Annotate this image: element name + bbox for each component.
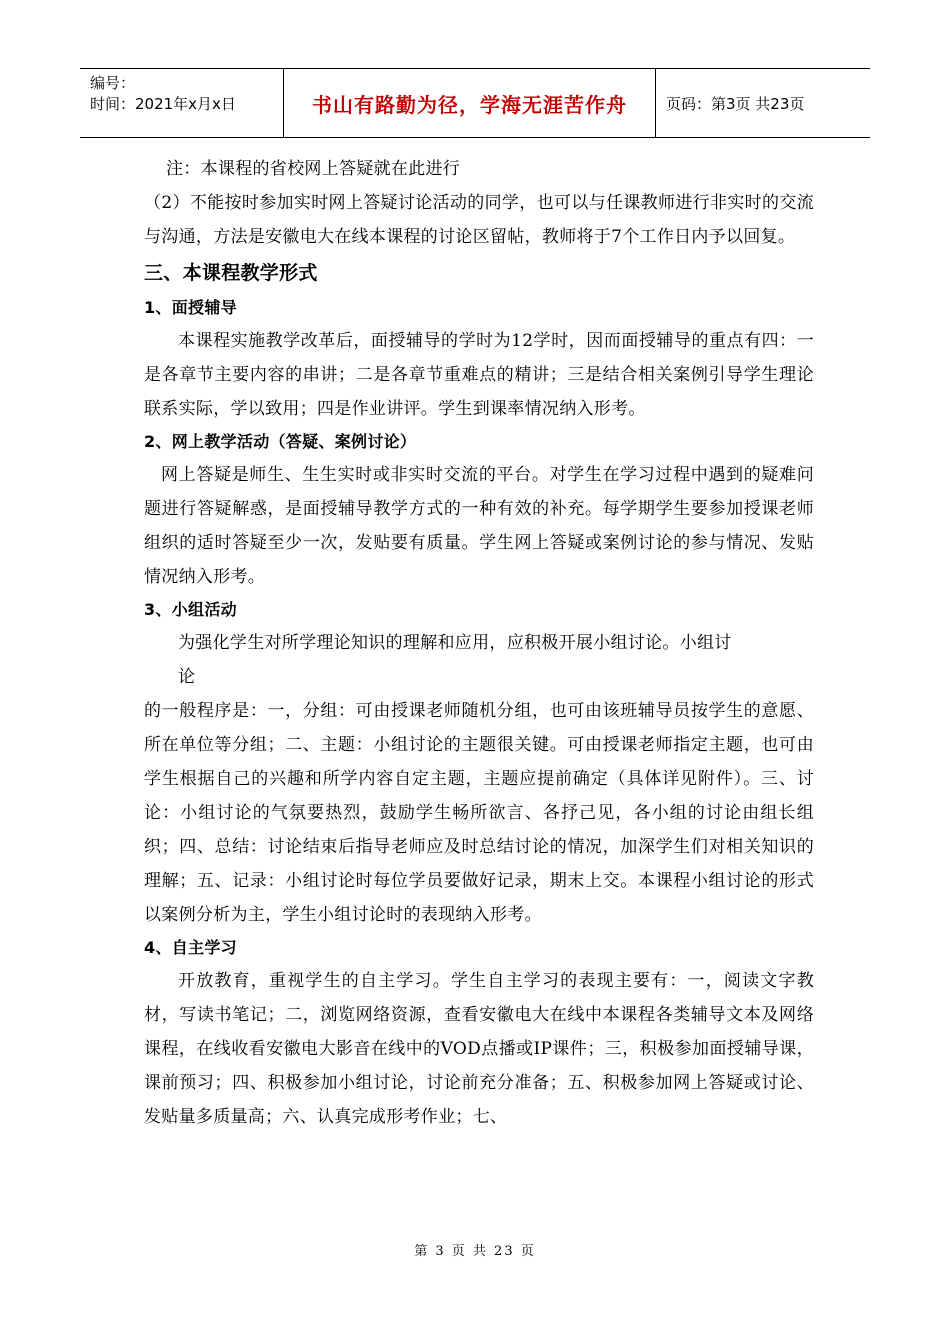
subsection-2-text: 网上答疑是师生、生生实时或非实时交流的平台。对学生在学习过程中遇到的疑难问题进行答疑解惑，是面授辅导教学方式的一种有效的补充。每学期学生要参加授课老师组织的适时答疑至少一次，发贴要有质量。学生网上答疑或案例讨论的参与情况、发贴情况纳入形考。	[144, 465, 814, 587]
paragraph-2: （2）不能按时参加实时网上答疑讨论活动的同学，也可以与任课教师进行非实时的交流与沟通，方法是安徽电大在线本课程的讨论区留帖，教师将于7个工作日内予以回复。	[144, 193, 814, 247]
doc-time-label: 时间：2021年x月x日	[90, 95, 236, 113]
subsection-3-title: 3、小组活动	[144, 600, 237, 619]
page-header	[80, 68, 870, 138]
document-body	[144, 152, 814, 1134]
subsection-2-title: 2、网上教学活动（答疑、案例讨论）	[144, 432, 417, 451]
page-footer: 第 3 页 共 23 页	[414, 1244, 536, 1259]
note-paragraph: 注：本课程的省校网上答疑就在此进行	[166, 159, 461, 179]
subsection-4-text: 开放教育，重视学生的自主学习。学生自主学习的表现主要有：一，阅读文字教材，写读书笔记；二，浏览网络资源，查看安徽电大在线中本课程各类辅导文本及网络课程，在线收看安徽电大影音在线中的VOD点播或IP课件；三，积极参加面授辅导课，课前预习；四、积极参加小组讨论，讨论前充分准备；五、积极参加网上答疑或讨论、发贴量多质量高；六、认真完成形考作业；七、	[144, 971, 814, 1127]
header-page-info: 页码：第3页 共23页	[666, 94, 805, 113]
subsection-1-text: 本课程实施教学改革后，面授辅导的学时为12学时，因而面授辅导的重点有四：一是各章节主要内容的串讲；二是各章节重难点的精讲；三是结合相关案例引导学生理论联系实际，学以致用；四是作业讲评。学生到课率情况纳入形考。	[144, 331, 814, 419]
doc-number-label: 编号：	[90, 74, 136, 92]
subsection-3-text-a: 为强化学生对所学理论知识的理解和应用，应积极开展小组讨论。小组讨	[178, 633, 732, 653]
subsection-1-title: 1、面授辅导	[144, 298, 237, 317]
section-title: 三、本课程教学形式	[144, 262, 318, 284]
subsection-3-text-c: 的一般程序是：一，分组：可由授课老师随机分组，也可由该班辅导员按学生的意愿、所在单位等分组；二、主题：小组讨论的主题很关键。可由授课老师指定主题，也可由学生根据自己的兴趣和所学内容自定主题，主题应提前确定（具体详见附件）。三、讨论：小组讨论的气氛要热烈，鼓励学生畅所欲言、各抒己见，各小组的讨论由组长组织；四、总结：讨论结束后指导老师应及时总结讨论的情况，加深学生们对相关知识的理解；五、记录：小组讨论时每位学员要做好记录，期末上交。本课程小组讨论的形式以案例分析为主，学生小组讨论时的表现纳入形考。	[144, 701, 814, 925]
subsection-3-text-b: 论	[178, 667, 196, 687]
header-meta	[80, 69, 284, 137]
subsection-4-title: 4、自主学习	[144, 938, 237, 957]
header-motto: 书山有路勤为径，学海无涯苦作舟	[284, 69, 656, 137]
